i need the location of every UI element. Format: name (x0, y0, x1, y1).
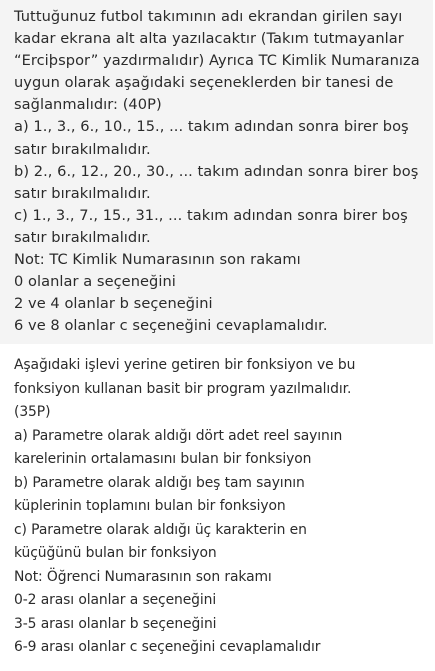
option-c-line: satır bırakılmalıdır. (14, 228, 151, 246)
question-1-line: Tuttuğunuz futbol takımının adı ekrandan girilen sayı (14, 8, 403, 25)
option-c-line: c) 1., 3., 7., 15., 31., ... takım adından sonra birer boş (14, 206, 408, 224)
option-a-line: a) 1., 3., 6., 10., 15., ... takım adından sonra birer boş (14, 118, 409, 136)
option-b-line: b) Parametre olarak aldığı beş tam sayının (14, 474, 305, 491)
option-b-line: küplerinin toplamını bulan bir fonksiyon (14, 498, 286, 514)
option-c-line: c) Parametre olarak aldığı üç karakterin en (14, 521, 307, 538)
option-b-line: satır bırakılmalıdır. (14, 184, 151, 202)
option-a-line: karelerinin ortalamasını bulan bir fonksiyon (14, 451, 312, 467)
note-line: Not: TC Kimlik Numarasının son rakamı (14, 251, 301, 269)
option-b-line: b) 2., 6., 12., 20., 30., ... takım adından sonra birer boş (14, 162, 419, 180)
question-1-line: kadar ekrana alt alta yazılacaktır (Takım tutmayanlar (14, 30, 404, 48)
option-a-line: satır bırakılmalıdır. (14, 140, 151, 158)
note-line: 0-2 arası olanlar a seçeneğini (14, 592, 217, 608)
question-2-line: fonksiyon kullanan basit bir program yazılmalıdır. (14, 380, 352, 397)
option-a-line: a) Parametre olarak aldığı dört adet reel sayının (14, 427, 343, 444)
note-line: 0 olanlar a seçeneğini (14, 273, 176, 291)
note-line: 6 ve 8 olanlar c seçeneğini cevaplamalıdır. (14, 317, 328, 335)
question-2-line: Aşağıdaki işlevi yerine getiren bir fonksiyon ve bu (14, 357, 356, 373)
question-2-block (0, 354, 435, 660)
question-1-line: “Erciþspor” yazdırmalıdır) Ayrıca TC Kimlik Numaranıza (14, 52, 420, 70)
question-1-line: sağlanmalıdır: (40P) (14, 96, 162, 114)
question-1-line: uygun olarak aşağıdaki seçeneklerden bir tanesi de (14, 74, 394, 92)
note-line: 6-9 arası olanlar c seçeneğini cevaplamalıdır (14, 639, 321, 655)
note-line: Not: Öğrenci Numarasının son rakamı (14, 568, 272, 585)
note-line: 3-5 arası olanlar b seçeneğini (14, 615, 217, 632)
note-line: 2 ve 4 olanlar b seçeneğini (14, 295, 213, 313)
question-2-line: (35P) (14, 404, 51, 420)
option-c-line: küçüğünü bulan bir fonksiyon (14, 545, 217, 561)
